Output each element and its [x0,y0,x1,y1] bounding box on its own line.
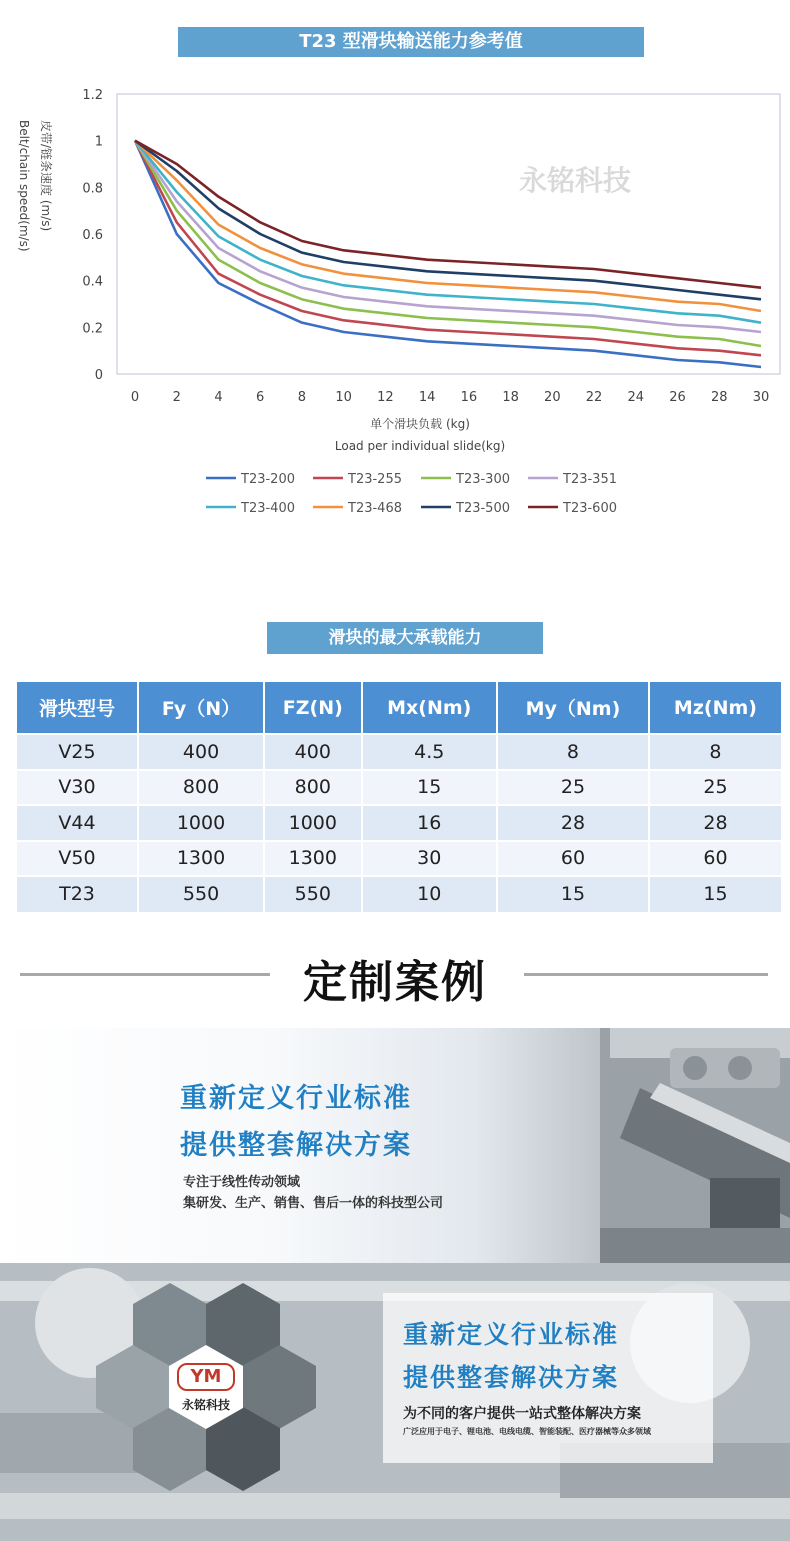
table-cell: V25 [17,734,138,770]
header-cell-mx: Mx(Nm) [362,682,497,734]
legend-label: T23-468 [348,501,402,516]
legend-label: T23-255 [348,472,402,487]
table-row [17,734,781,770]
x-tick-label: 16 [460,390,478,405]
y-tick-label: 0 [94,368,103,383]
table-row [17,805,781,841]
promo1-heading-2: 提供整套解决方案 [180,1130,412,1161]
promo2-sub-2: 广泛应用于电子、锂电池、电线电缆、智能装配、医疗器械等众多领域 [403,1427,651,1436]
x-tick-label: 24 [627,390,645,405]
y-axis-title-cn: 皮带/链条速度 (m/s) [39,120,53,232]
table-cell: 10 [362,876,497,912]
table-cell: 400 [138,734,264,770]
table-cell: V50 [17,841,138,877]
x-tick-label: 22 [585,390,603,405]
header-cell-mz: Mz(Nm) [649,682,781,734]
promo-banner-2 [0,1263,790,1541]
table-cell: 550 [264,876,361,912]
table-cell: V44 [17,805,138,841]
promo2-heading-1: 重新定义行业标准 [403,1320,620,1349]
load-capacity-table [17,682,781,912]
promo2-heading-2: 提供整套解决方案 [403,1363,620,1392]
legend-label: T23-200 [241,472,295,487]
right-divider [524,973,768,976]
header-cell-my: My（Nm) [497,682,649,734]
chart-section-banner: T23 型滑块输送能力参考值 [178,27,644,57]
speed-load-chart [0,70,790,530]
table-cell: 1000 [264,805,361,841]
promo-banner-1 [0,1028,790,1263]
x-tick-label: 30 [752,390,770,405]
header-cell-fy: Fy（N） [138,682,264,734]
x-tick-label: 28 [710,390,728,405]
table-cell: 1000 [138,805,264,841]
table-cell: 800 [264,770,361,806]
legend-label: T23-351 [563,472,617,487]
table-cell: 1300 [264,841,361,877]
case-section-header [0,946,790,1006]
table-cell: V30 [17,770,138,806]
table-cell: 800 [138,770,264,806]
y-axis-title-en: Belt/chain speed(m/s) [17,120,31,252]
y-tick-label: 0.2 [82,321,103,337]
x-tick-label: 6 [256,390,265,405]
y-tick-label: 0.8 [82,181,103,197]
table-cell: 28 [497,805,649,841]
table-cell: 30 [362,841,497,877]
x-axis-title-en: Load per individual slide(kg) [334,439,506,453]
table-cell: 25 [497,770,649,806]
y-tick-label: 0.6 [82,228,103,243]
table-header-row [17,682,781,734]
header-cell-model: 滑块型号 [17,682,138,734]
x-tick-label: 8 [297,390,307,405]
series-line-T23-351 [135,141,761,332]
legend-label: T23-300 [456,472,510,487]
x-tick-label: 14 [418,390,436,405]
table-cell: T23 [17,876,138,912]
y-tick-label: 1.2 [82,88,103,103]
table-cell: 550 [138,876,264,912]
x-tick-label: 18 [502,390,519,405]
table-cell: 8 [649,734,781,770]
table-cell: 28 [649,805,781,841]
x-axis-title-cn: 单个滑块负载 (kg) [370,417,470,431]
table-row [17,770,781,806]
legend-label: T23-500 [456,501,510,516]
table-cell: 15 [649,876,781,912]
table-section-banner: 滑块的最大承载能力 [267,622,543,654]
table-cell: 1300 [138,841,264,877]
series-line-T23-500 [135,141,761,300]
table-cell: 4.5 [362,734,497,770]
table-cell: 60 [649,841,781,877]
table-cell: 16 [362,805,497,841]
y-tick-label: 1 [94,134,103,150]
legend-label: T23-400 [241,501,295,516]
header-cell-fz: FZ(N) [264,682,361,734]
x-tick-label: 20 [544,390,561,405]
table-cell: 15 [497,876,649,912]
x-tick-label: 2 [172,390,181,405]
promo2-sub-1: 为不同的客户提供一站式整体解决方案 [403,1406,641,1422]
x-tick-label: 4 [214,390,223,405]
machine-photo [600,1028,790,1263]
table-cell: 60 [497,841,649,877]
table-cell: 400 [264,734,361,770]
table-row [17,876,781,912]
table-row [17,841,781,877]
legend-label: T23-600 [563,501,617,516]
promo1-heading-1: 重新定义行业标准 [180,1083,412,1114]
y-tick-label: 0.4 [82,274,103,290]
x-tick-label: 26 [669,390,686,405]
table-cell: 15 [362,770,497,806]
logo-name: 永铭科技 [181,1398,230,1412]
x-tick-label: 10 [335,390,352,405]
x-tick-label: 12 [377,390,394,405]
table-cell: 25 [649,770,781,806]
case-section-title: 定制案例 [303,957,487,1008]
chart-watermark: 永铭科技 [518,164,632,197]
logo-mark: YM [177,1363,235,1391]
promo1-sub-2: 集研发、生产、销售、售后一体的科技型公司 [183,1196,444,1211]
x-tick-label: 0 [130,390,140,405]
series-line-T23-468 [135,141,761,311]
table-cell: 8 [497,734,649,770]
promo1-sub-1: 专注于线性传动领域 [183,1175,301,1190]
